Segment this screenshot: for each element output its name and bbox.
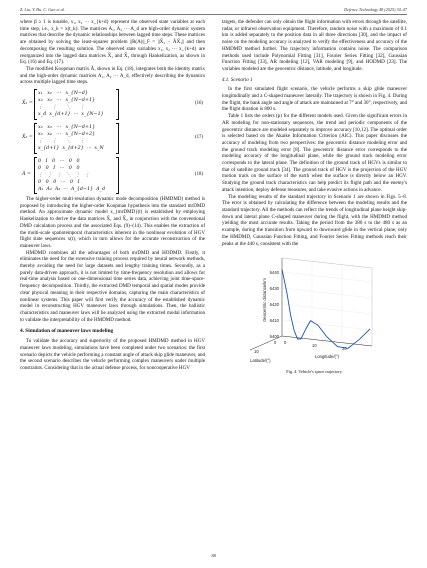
z-tick-label: 6400 xyxy=(269,334,279,340)
left-column xyxy=(20,19,205,372)
x-tick-label: 10 xyxy=(312,343,317,349)
paragraph: where β ≥ 1 is tunable, x₁, x₂ ··· x_{k+d} represent the observed state variables at each time step, i.e., x_k = x(t_k). The matrices A₁, A₂ ··· A_d are high-order dynamic system matrices that describe the dynamic relationships between lagged time steps. These matrices are obtained by solving the least-squares problem ||R(A)||_F = ||X̃₂ − ÃX̃₁|| and then decomposing the resulting solution. The observed state variables x₁, x₂ ··· x_{k+d} are reorganized into the lagged data matrices X̃₁ and X̃₂ through Hankelization, as shown in Eq. (16) and Eq. (17). xyxy=(20,19,205,66)
matrix-row: A₁ A₂ A₃ ··· A_{d−1} A_d xyxy=(38,187,106,193)
matrix-row: x₃ x₄ ··· x_{N−d+2} xyxy=(38,132,96,138)
equation-number: (16) xyxy=(195,101,203,107)
matrix-row: 0 0 0 ··· 0 I xyxy=(38,180,80,186)
equation-lhs: X̃₁ = xyxy=(22,101,33,107)
right-bracket xyxy=(116,89,119,120)
section-heading: 4. Simulation of maneuver laws modeling xyxy=(20,328,114,335)
subsection-heading: 4.1. Scenario 1 xyxy=(222,76,253,83)
y-tick-label: 0 xyxy=(274,340,277,346)
equation-18 xyxy=(20,157,205,194)
matrix-row: x_{d+1} x_{d+2} ··· x_N xyxy=(38,146,104,152)
matrix-row: x₂ x₃ ··· x_{N−d+1} xyxy=(38,98,96,104)
paragraph: The modeling results of the standard trajectory in Scenario 1 are shown in Figs. 5–8. The error is obtained by calculating the difference between the modeling results and the standard trajectory. All the methods can reflect the trends of longitudinal plane height skip-down and lateral plane C-shaped maneuver during the flight, with the HMDMD method yielding the most accurate results. Taking the period from the 380 s to the 480 s as an example, during the transition from upward to downward glide in the vertical plane, only the HMDMD, Gaussian Function Fitting, and Fourier Series Fitting methods reach their peaks at the 440 s, consistent with the xyxy=(222,193,407,247)
paragraph: To validate the accuracy and superiority of the proposed HMDMD method in HGV maneuver laws modeling, simulations have been completed under two scenarios: the first scenario depicts the vehicle performing a constant angle of attack skip glide maneuver, and the second scenario describes the vehicle performing complex maneuvers under multiple constraints. Considering that in the actual defense process, for noncooperative HGV xyxy=(20,338,205,371)
x-tick-label: 20 xyxy=(342,346,347,352)
figure-caption: Fig. 4. Vehicle's space trajectory. xyxy=(286,369,343,375)
equation-lhs: X̃₂ = xyxy=(22,135,33,141)
x-tick-label: 0 xyxy=(284,340,287,346)
equation-17 xyxy=(20,123,205,154)
equation-number: (17) xyxy=(195,135,203,141)
matrix-row: ⋮ ⋮ ⋱ ⋮ xyxy=(38,105,85,111)
matrix-row: x₁ x₂ ··· x_{N−d} xyxy=(38,91,89,97)
z-tick-label: 6430 xyxy=(269,286,279,292)
left-bracket xyxy=(34,123,37,154)
z-tick-label: 6410 xyxy=(269,318,279,324)
left-bracket xyxy=(34,157,37,194)
x-axis-label: Longitude/(°) xyxy=(314,354,340,360)
matrix-row: 0 I 0 ··· 0 0 xyxy=(38,159,80,165)
page-number: 38 xyxy=(211,553,216,558)
matrix-row: ⋮ ⋮ ⋮ ⋱ ⋮ ⋮ xyxy=(38,173,90,179)
z-axis-label: Geocentric distance/km xyxy=(262,278,267,323)
y-axis-label: Latitude/(°) xyxy=(250,358,271,364)
matrix-row: ⋮ ⋮ ⋱ ⋮ xyxy=(38,139,85,145)
running-header-authors: Z. Liu, Y. Hu, C. Gao et al. xyxy=(20,7,65,12)
z-tick-label: 6420 xyxy=(269,302,279,308)
matrix-row: 0 0 I ··· 0 0 xyxy=(38,166,80,172)
figure-4 xyxy=(222,250,407,375)
right-column xyxy=(222,19,407,375)
paragraph: HMDMD combines all the advantages of both mrDMD and HODMD. Firstly, it eliminates the need for the extensive training process required by neural network methods, thereby avoiding the need for large datasets and lengthy training times. Secondly, as a purely data-driven approach, it is not limited by time-frequency resolution and allows for real-time analysis based on one-dimensional time series data, achieving joint time-space-frequency decomposition. Thirdly, the extracted DMD temporal and spatial modes provide clear physical meaning in their respective domains, capturing the main characteristics of nonlinear systems. This paper will first verify the accuracy of the established dynamic model in reconstructing HGV maneuver laws through simulations. Then, the ballistic characteristics and maneuver laws will be analyzed using the extracted modal information to validate the interpretability of the HMDMD method. xyxy=(20,249,205,323)
right-bracket xyxy=(116,157,119,194)
paragraph: The higher-order multi-resolution dynamic mode decomposition (HMDMD) method is proposed by introducing the higher-order Koopman hypothesis into the standard mrDMD method. An approximate dynamic model x_{mrDMD}(t) is established by employing Hankelization to derive the data matrices X̃₁ and X̃₂ in conjunction with the conventional DMD calculation process and the associated Eqs. (9)–(14). This enables the extraction of the multi-scale spatiotemporal characteristics inherent in the nonlinear evolution of HGV flight state sequences x(t), which in turn allows for the accurate reconstruction of the maneuver laws. xyxy=(20,196,205,249)
paragraph: In the first simulated flight scenario, the vehicle performs a skip glide maneuver longitudinally and a C-shaped maneuver laterally. The trajectory is shown in Fig. 4. During the flight, the bank angle and angle of attack are maintained at 7° and 30°, respectively, and the flight duration is 800 s. xyxy=(222,86,407,113)
z-tick-label: 6440 xyxy=(269,270,279,276)
equation-lhs: Ã = xyxy=(22,172,32,178)
paragraph: Table 1 lists the orders (p) for the different models used. Given the significant errors in AR modeling for non-stationary sequences, the trend and periodic components of the geocentric distance are modeled separately to improve accuracy [10,12]. The optimal order is selected based on the Akaike Information Criterion (AIC). This paper discusses the accuracy of modeling from two perspectives: the geocentric distance modeling error and the ground track modeling error [8]. The geocentric distance error corresponds to the modeling accuracy of the longitudinal plane, while the ground track modeling error corresponds to the lateral plane. The definition of the ground track of HGVs is similar to that of satellite ground track [34]. The ground track of HGV is the projection of the HGV motion track on the surface of the earth when the surface is directly below an HGV. Studying the ground track characteristics can help predict its flight path and the enemy's attack intention, deploy defense measures, and take evasive actions in advance. xyxy=(222,113,407,193)
matrix-row: x_d x_{d+1} ··· x_{N−1} xyxy=(38,112,104,118)
paragraph: targets, the defender can only obtain the flight information with errors through the satellite, radar, or infrared observation equipment. Therefore, random noise with a maximum of 0.1 km is added separately to the position data in all three directions [30], and the impact of noise on the modeling accuracy is analyzed to verify the effectiveness and accuracy of the HMDMD method further. The trajectory information contains noise. The comparison methods used include Polynomial Fitting [31], Fourier Series Fitting [32], Gaussian Function Fitting [33], AR modeling [12], VAR modeling [9], and HODMD [23]. The variables modeled are the geocentric distance, latitude, and longitude. xyxy=(222,19,407,72)
paragraph: The modified Koopman matrix Ã, shown in Eq. (18), integrates both the identity matrix and the high-order dynamic matrices A₁, A₂ ··· A_d, effectively describing the dynamics across multiple lagged time steps. xyxy=(20,65,205,86)
header-rule xyxy=(20,14,407,15)
equation-16 xyxy=(20,89,205,120)
trajectory-plot xyxy=(222,250,407,368)
right-bracket xyxy=(116,123,119,154)
running-header-journal: Defence Technology 48 (2025) 34–47 xyxy=(344,7,407,12)
top-edge xyxy=(282,258,372,268)
matrix-row: x₂ x₃ ··· x_{N−d+1} xyxy=(38,125,96,131)
y-tick-label: 10 xyxy=(254,349,259,355)
equation-number: (18) xyxy=(195,172,203,178)
left-bracket xyxy=(34,89,37,120)
